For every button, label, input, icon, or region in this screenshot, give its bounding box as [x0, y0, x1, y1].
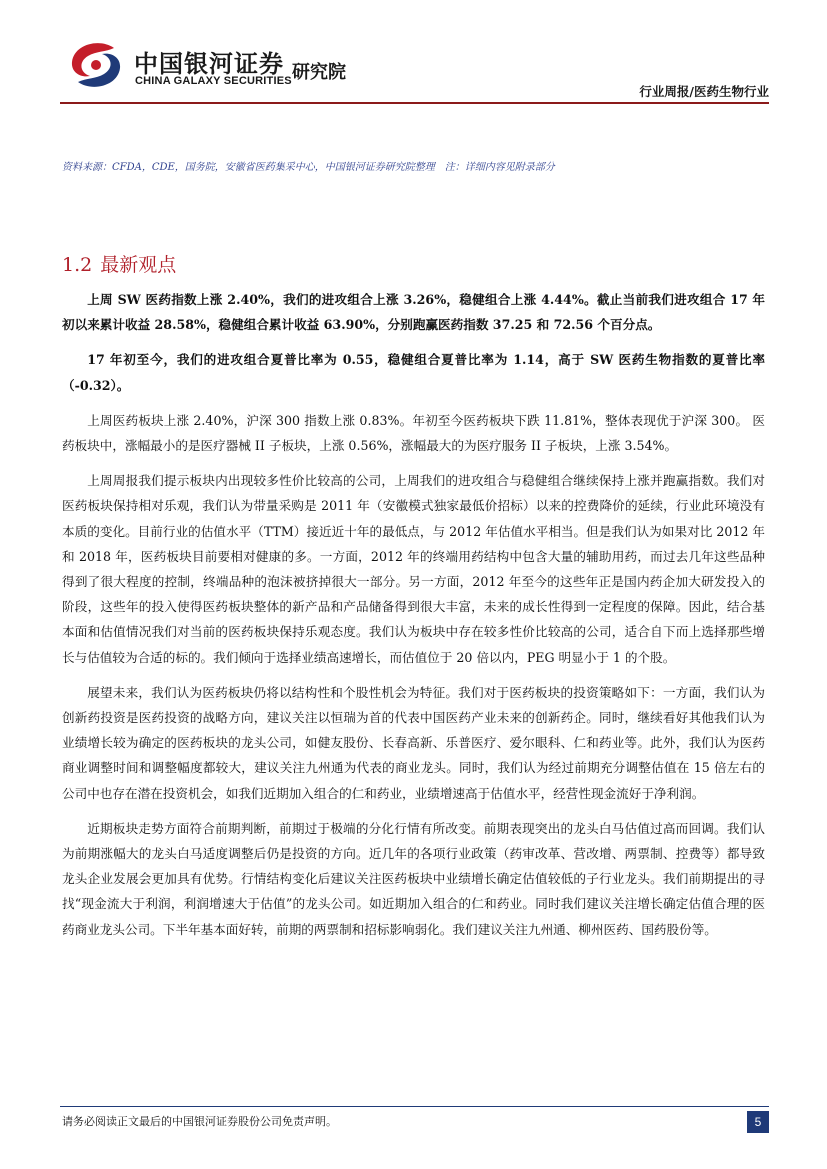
brand-name-cn: 中国银河证券: [134, 50, 284, 78]
footer-disclaimer: 请务必阅读正文最后的中国银河证券股份公司免责声明。: [62, 1115, 337, 1128]
section-number: 1.2: [62, 254, 93, 276]
page-number: 5: [747, 1111, 769, 1133]
paragraph-sector-view: 上周周报我们提示板块内出现较多性价比较高的公司，上周我们的进攻组合与稳健组合继续保持上涨并跑赢指数。我们对医药板块保持相对乐观，我们认为带量采购是 2011 年（安徽模式独家最低价招标）以来的控费降价的延续，行业此环境没有本质的变化。目前行业的估值水平（TTM）接近近十年的最低点，与 2012 年估值水平相当。但是我们认为如果对比 2012 年和 2018 年，医药板块目前要相对健康的多。一方面，2012 年的终端用药结构中包含大量的辅助用药，而过去几年这些品种得到了很大程度的控制，终端品种的泡沫被挤掉很大一部分。另一方面，2012 年至今的这些年正是国内药企加大研发投入的阶段，这些年的投入使得医药板块整体的新产品和产品储备得到很大丰富，未来的成长性得到一定程度的保障。因此，结合基本面和估值情况我们对当前的医药板块保持乐观态度。我们认为板块中存在较多性价比较高的公司，适合自下而上选择那些增长与估值较为合适的标的。我们倾向于选择业绩高速增长，而估值位于 20 倍以内，PEG 明显小于 1 的个股。: [62, 473, 765, 665]
section-heading: [62, 250, 176, 277]
source-note: 资料来源：CFDA，CDE，国务院，安徽省医药集采中心，中国银河证券研究院整理 注：详细内容见附录部分: [62, 162, 555, 173]
report-type-label: 行业周报/医药生物行业: [639, 84, 769, 99]
body-content: [62, 287, 765, 952]
header-divider: [60, 102, 769, 104]
galaxy-logo-icon: [66, 40, 126, 90]
paragraph-portfolio-returns: 上周 SW 医药指数上涨 2.40%，我们的进攻组合上涨 3.26%，稳健组合上涨 4.44%。截止当前我们进攻组合 17 年初以来累计收益 28.58%，稳健组合累计收益 63.90%，分别跑赢医药指数 37.25 和 72.56 个百分点。: [62, 292, 765, 333]
paragraph-sharpe-ratio: 17 年初至今，我们的进攻组合夏普比率为 0.55，稳健组合夏普比率为 1.14，高于 SW 医药生物指数的夏普比率（-0.32）。: [62, 352, 765, 393]
institute-label: 研究院: [292, 62, 346, 83]
footer-divider: [60, 1106, 769, 1107]
paragraph-recent-trend: 近期板块走势方面符合前期判断，前期过于极端的分化行情有所改变。前期表现突出的龙头白马估值过高而回调。我们认为前期涨幅大的龙头白马适度调整后仍是投资的方向。近几年的各项行业政策（药审改革、营改增、两票制、控费等）都导致龙头企业发展会更加具有优势。行情结构变化后建议关注医药板块中业绩增长确定估值较低的子行业龙头。我们前期提出的寻找“现金流大于利润，利润增速大于估值”的龙头公司。如近期加入组合的仁和药业。同时我们建议关注增长确定估值合理的医药商业龙头公司。下半年基本面好转，前期的两票制和招标影响弱化。我们建议关注九州通、柳州医药、国药股份等。: [62, 820, 765, 937]
brand-name-en: CHINA GALAXY SECURITIES: [135, 75, 292, 87]
section-title-text: 最新观点: [100, 254, 177, 276]
paragraph-outlook: 展望未来，我们认为医药板块仍将以结构性和个股性机会为特征。我们对于医药板块的投资策略如下：一方面，我们认为创新药投资是医药投资的战略方向，建议关注以恒瑞为首的代表中国医药产业未来的创新药企。同时，继续看好其他我们认为业绩增长较为确定的医药板块的龙头公司，如健友股份、长春高新、乐普医疗、爱尔眼科、仁和药业等。此外，我们认为医药商业调整时间和调整幅度都较大，建议关注九州通为代表的商业龙头。同时，我们认为经过前期充分调整估值在 15 倍左右的公司中也存在潜在投资机会，如我们近期加入组合的仁和药业，业绩增速高于估值水平，经营性现金流好于净利润。: [62, 684, 765, 801]
paragraph-market-review: 上周医药板块上涨 2.40%，沪深 300 指数上涨 0.83%。年初至今医药板块下跌 11.81%，整体表现优于沪深 300。 医药板块中，涨幅最小的是医疗器械 II 子板块，上涨 0.56%，涨幅最大的为医疗服务 II 子板块，上涨 3.54%。: [62, 412, 765, 454]
